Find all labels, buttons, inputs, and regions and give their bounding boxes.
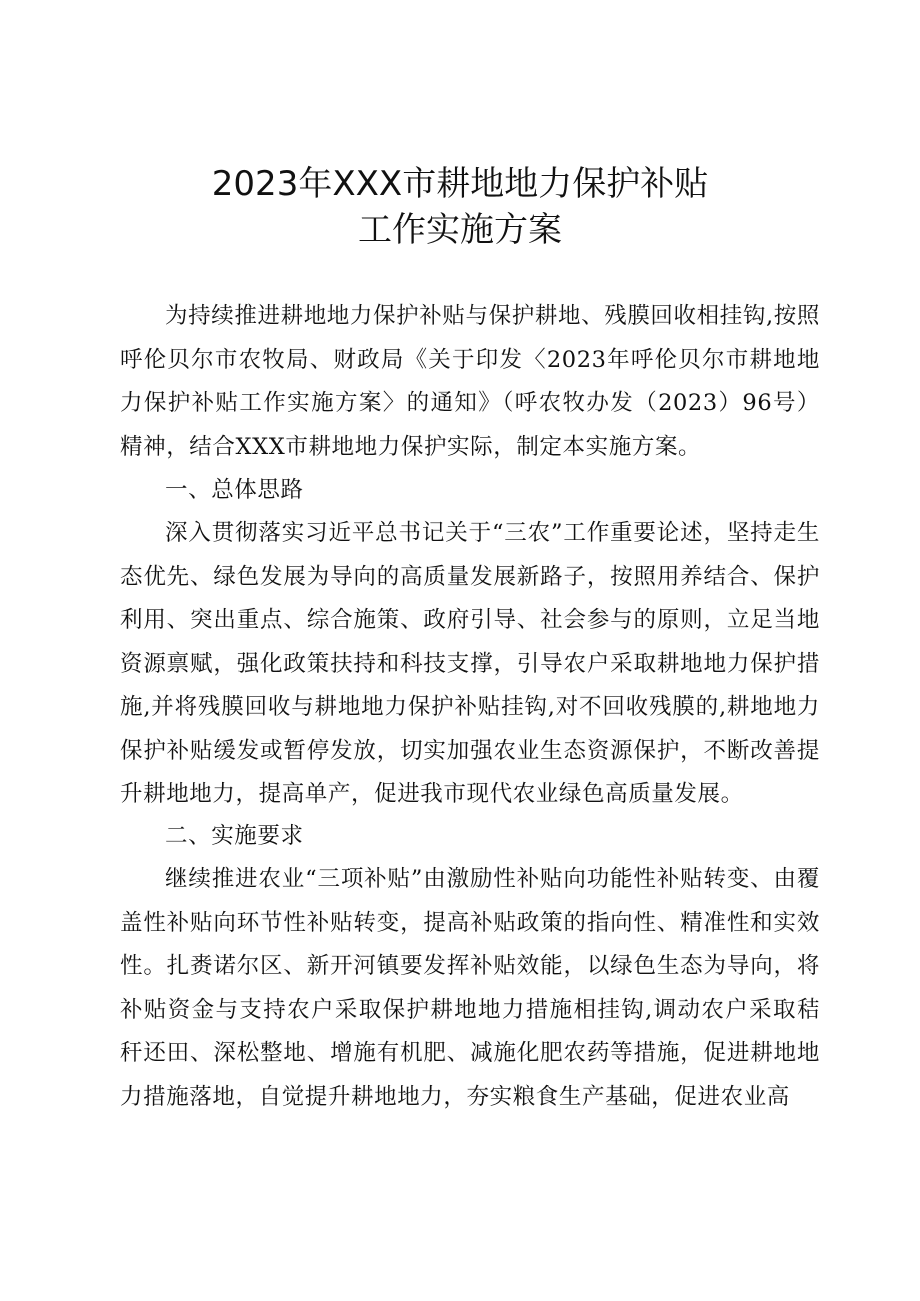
section-paragraph-implementation-requirements: 继续推进农业“三项补贴”由激励性补贴向功能性补贴转变、由覆盖性补贴向环节性补贴转变，提高补贴政策的指向性、精准性和实效性。扎赉诺尔区、新开河镇要发挥补贴效能，以绿色生态为导向，将补贴资金与支持农户采取保护耕地地力措施相挂钩,调动农户采取秸秆还田、深松整地、增施有机肥、减施化肥农药等措施，促进耕地地力措施落地，自觉提升耕地地力，夯实粮食生产基础，促进农业高 — [120, 866, 820, 1110]
intro-paragraph: 为持续推进耕地地力保护补贴与保护耕地、残膜回收相挂钩,按照呼伦贝尔市农牧局、财政局《关于印发〈2023年呼伦贝尔市耕地地力保护补贴工作实施方案〉的通知》（呼农牧办发（2023）96号）精神，结合XXX市耕地地力保护实际，制定本实施方案。 — [120, 303, 820, 460]
section-heading-overall-approach: 一、总体思路 — [165, 477, 304, 503]
document-title-line-1: 2023年XXX市耕地地力保护补贴 — [211, 164, 709, 204]
section-heading-implementation-requirements: 二、实施要求 — [165, 823, 304, 849]
document-title-line-2: 工作实施方案 — [358, 210, 562, 250]
section-paragraph-overall-approach: 深入贯彻落实习近平总书记关于“三农”工作重要论述，坚持走生态优先、绿色发展为导向的高质量发展新路子，按照用养结合、保护利用、突出重点、综合施策、政府引导、社会参与的原则，立足当地资源禀赋，强化政策扶持和科技支撑，引导农户采取耕地地力保护措施,并将残膜回收与耕地地力保护补贴挂钩,对不回收残膜的,耕地地力保护补贴缓发或暂停发放，切实加强农业生态资源保护，不断改善提升耕地地力，提高单产，促进我市现代农业绿色高质量发展。 — [120, 520, 820, 807]
